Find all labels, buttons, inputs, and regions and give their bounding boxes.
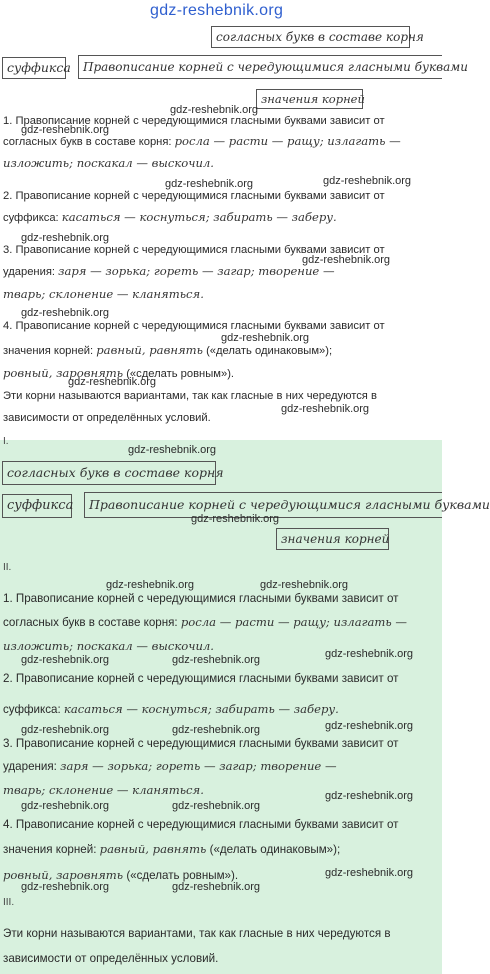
conclusion-text: Эти корни называются вариантами, так как гласные в них чередуются в (3, 390, 377, 402)
answer-panel-original (0, 0, 468, 440)
conclusion-text: Эти корни называются вариантами, так как гласные в них чередуются в (3, 927, 391, 940)
item-1-continuation (3, 615, 407, 629)
item-3-examples-2: тварь; склонение — кланяться. (3, 287, 204, 301)
watermark[interactable]: gdz-reshebnik.org (21, 307, 110, 319)
item-4-examples: равный, равнять (96, 343, 203, 357)
watermark[interactable]: gdz-reshebnik.org (21, 881, 110, 893)
item-4-note: («делать одинаковым»); (206, 345, 333, 357)
item-3-continuation (3, 264, 335, 278)
item-1-continuation (3, 134, 401, 148)
item-4-note-2: («сделать ровным»). (126, 869, 239, 882)
item-4-continuation (3, 842, 340, 856)
watermark-header[interactable]: gdz-reshebnik.org (150, 2, 284, 19)
item-2-continuation (3, 702, 339, 716)
watermark[interactable]: gdz-reshebnik.org (260, 579, 349, 591)
watermark[interactable]: gdz-reshebnik.org (221, 332, 310, 344)
item-4-note: («делать одинаковым»); (209, 843, 341, 856)
item-3-continuation (3, 759, 337, 773)
watermark[interactable]: gdz-reshebnik.org (21, 124, 110, 136)
watermark[interactable]: gdz-reshebnik.org (302, 254, 391, 266)
item-3-label: ударения: (3, 760, 57, 773)
item-4-text: 4. Правописание корней с чередующимися гласными буквами зависит от (3, 818, 399, 831)
watermark[interactable]: gdz-reshebnik.org (21, 800, 110, 812)
watermark[interactable]: gdz-reshebnik.org (21, 232, 110, 244)
conclusion-text-2: зависимости от определённых условий. (3, 412, 211, 424)
watermark[interactable]: gdz-reshebnik.org (165, 178, 254, 190)
scheme-box-suffix: суффикса (2, 494, 72, 518)
watermark[interactable]: gdz-reshebnik.org (68, 376, 157, 388)
answer-panel-green (0, 436, 490, 974)
conclusion-text-2: зависимости от определённых условий. (3, 952, 219, 965)
item-1-examples-2: изложить; поскакал — выскочил. (3, 639, 214, 653)
watermark[interactable]: gdz-reshebnik.org (191, 513, 280, 525)
item-4-continuation-2 (3, 868, 238, 882)
watermark[interactable]: gdz-reshebnik.org (21, 724, 110, 736)
watermark[interactable]: gdz-reshebnik.org (106, 579, 195, 591)
item-3-text: 3. Правописание корней с чередующимися гласными буквами зависит от (3, 244, 385, 256)
item-1-label: согласных букв в составе корня: (3, 616, 178, 629)
section-label-ii: II. (3, 562, 12, 573)
watermark[interactable]: gdz-reshebnik.org (325, 720, 414, 732)
item-1-text: 1. Правописание корней с чередующимися гласными буквами зависит от (3, 592, 399, 605)
item-1-examples: росла — расти — ращу; излагать — (174, 134, 401, 148)
watermark[interactable]: gdz-reshebnik.org (128, 444, 217, 456)
item-2-text: 2. Правописание корней с чередующимися гласными буквами зависит от (3, 190, 385, 202)
item-2-label: суффикса: (3, 212, 59, 224)
item-1-text: 1. Правописание корней с чередующимися гласными буквами зависит от (3, 115, 385, 127)
item-2-examples: касаться — коснуться; забирать — заберу. (61, 210, 337, 224)
item-4-label: значения корней: (3, 843, 97, 856)
scheme-box-meaning: значения корней (276, 528, 389, 550)
item-1-examples: росла — расти — ращу; излагать — (180, 615, 407, 629)
item-3-examples: заря — зорька; гореть — загар; творение — (58, 264, 335, 278)
scheme-box-meaning: значения корней (256, 89, 363, 109)
item-4-continuation (3, 343, 332, 357)
item-1-examples-2: изложить; поскакал — выскочил. (3, 156, 214, 170)
item-2-label: суффикса: (3, 703, 61, 716)
watermark[interactable]: gdz-reshebnik.org (21, 654, 110, 666)
item-4-label: значения корней: (3, 345, 94, 357)
item-4-examples-2: ровный, заровнять (3, 868, 124, 882)
scheme-box-suffix: суффикса (2, 57, 66, 79)
item-3-label: ударения: (3, 266, 56, 278)
scheme-box-main: Правописание корней с чередующимися гласными буквами (84, 492, 442, 518)
watermark[interactable]: gdz-reshebnik.org (325, 867, 414, 879)
watermark[interactable]: gdz-reshebnik.org (172, 881, 261, 893)
watermark[interactable]: gdz-reshebnik.org (172, 724, 261, 736)
item-4-examples: равный, равнять (99, 842, 207, 856)
watermark[interactable]: gdz-reshebnik.org (325, 648, 414, 660)
watermark[interactable]: gdz-reshebnik.org (170, 104, 259, 116)
item-3-text: 3. Правописание корней с чередующимися гласными буквами зависит от (3, 737, 399, 750)
watermark[interactable]: gdz-reshebnik.org (281, 403, 370, 415)
section-label-iii: III. (3, 897, 15, 908)
watermark[interactable]: gdz-reshebnik.org (172, 800, 261, 812)
scheme-box-main: Правописание корней с чередующимися гласными буквами (78, 55, 442, 79)
watermark[interactable]: gdz-reshebnik.org (325, 790, 414, 802)
scheme-box-consonants: согласных букв в составе корня (2, 461, 216, 485)
item-2-continuation (3, 210, 337, 224)
watermark[interactable]: gdz-reshebnik.org (323, 175, 412, 187)
item-2-examples: касаться — коснуться; забирать — заберу. (63, 702, 339, 716)
item-2-text: 2. Правописание корней с чередующимися гласными буквами зависит от (3, 672, 399, 685)
watermark[interactable]: gdz-reshebnik.org (172, 654, 261, 666)
item-4-examples-2: ровный, заровнять (3, 366, 124, 380)
section-label-i: I. (3, 436, 9, 447)
item-3-examples-2: тварь; склонение — кланяться. (3, 783, 204, 797)
item-4-note-2: («сделать ровным»). (126, 368, 235, 380)
scheme-box-consonants: согласных букв в составе корня (211, 26, 410, 48)
item-1-label: согласных букв в составе корня: (3, 136, 172, 148)
item-3-examples: заря — зорька; гореть — загар; творение — (60, 759, 337, 773)
item-4-text: 4. Правописание корней с чередующимися гласными буквами зависит от (3, 320, 385, 332)
